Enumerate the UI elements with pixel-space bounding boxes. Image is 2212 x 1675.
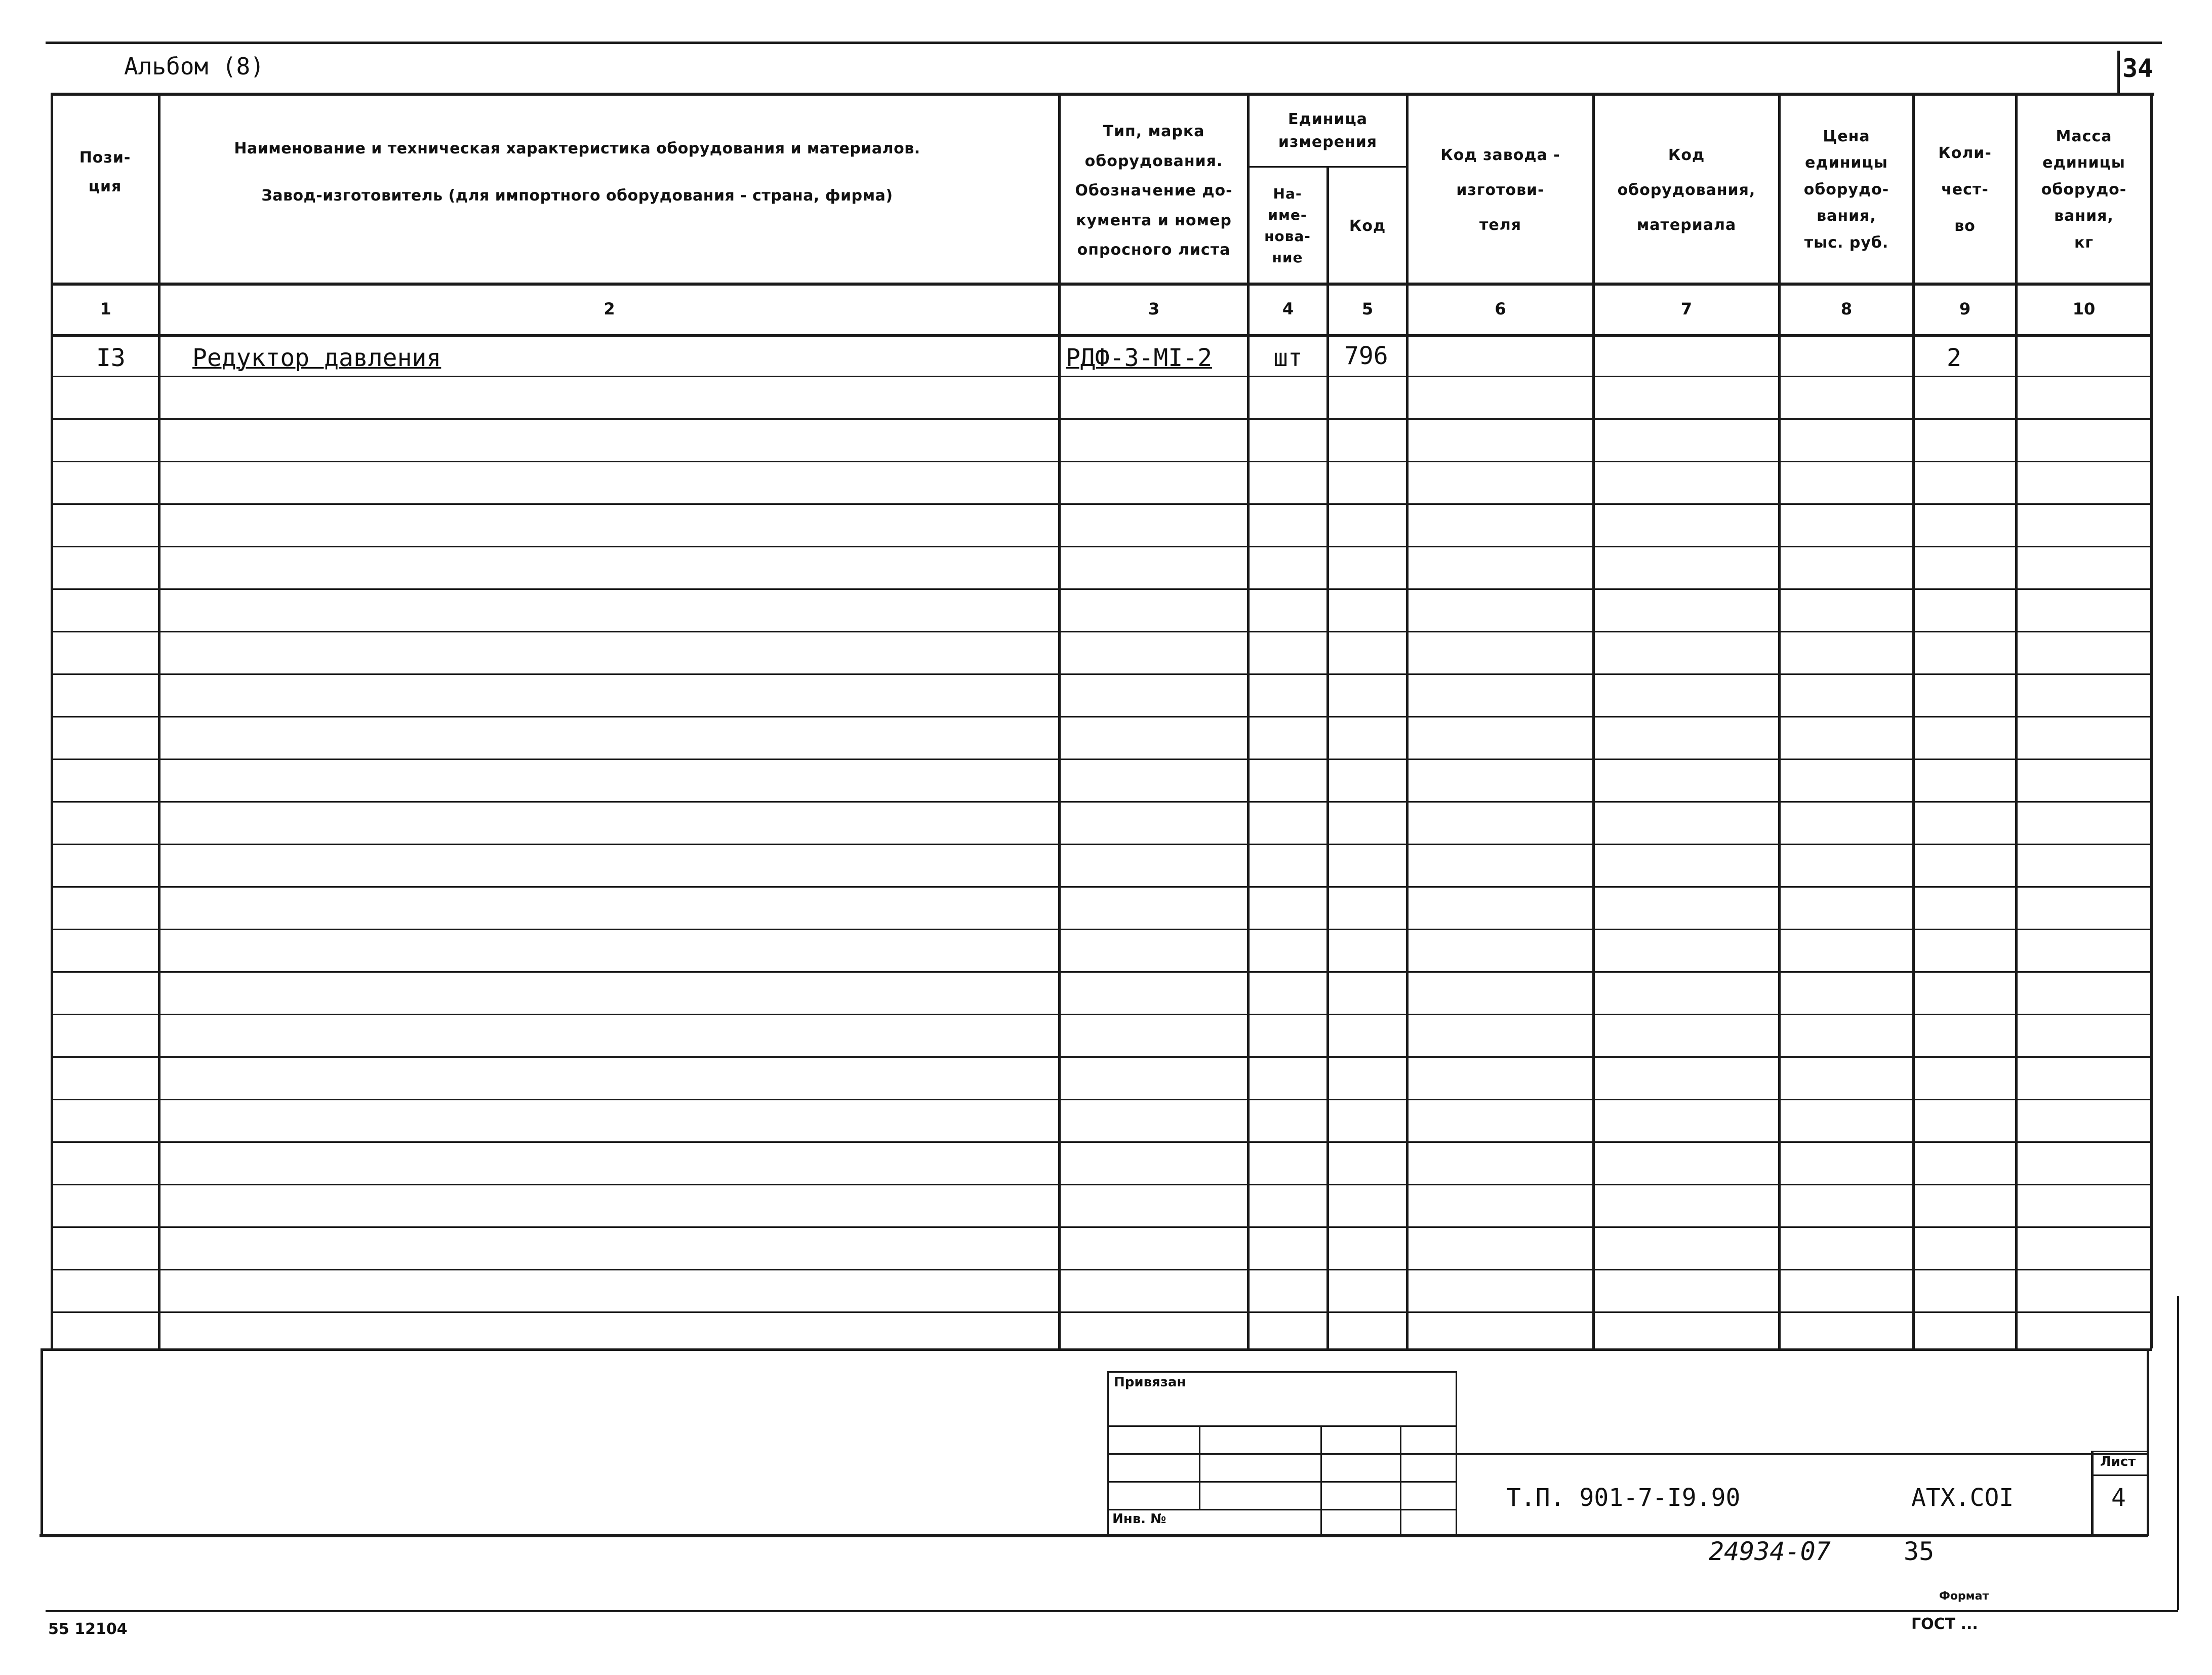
table-bottom-line — [41, 1348, 2152, 1351]
column-number-4: 4 — [1282, 299, 1294, 318]
unit-group-divider — [1247, 166, 1406, 168]
stamp-line — [1107, 1481, 1457, 1483]
sheet-label: Лист — [2100, 1454, 2136, 1469]
row-line — [51, 418, 2152, 420]
row-name: Редуктор давления — [192, 344, 441, 372]
row-line — [51, 588, 2152, 590]
column-number-1: 1 — [100, 299, 111, 318]
row-line — [51, 1014, 2152, 1015]
column-number-6: 6 — [1495, 299, 1506, 318]
bottom-block-bottom-line — [39, 1534, 2148, 1537]
row-line — [51, 844, 2152, 845]
attached-label: Привязан — [1114, 1375, 1186, 1390]
row-quantity: 2 — [1947, 344, 1961, 372]
header-mass: Масса единицы оборудо- вания, кг — [2041, 127, 2127, 252]
stamp-line — [1107, 1453, 1457, 1455]
row-line — [51, 1099, 2152, 1100]
row-line — [51, 673, 2152, 675]
header-quantity: Коли- чест- во — [1938, 144, 1992, 235]
archive-page: 35 — [1904, 1537, 1935, 1566]
column-number-2: 2 — [604, 299, 615, 318]
stamp-col — [1400, 1425, 1401, 1534]
table-right-border — [2150, 93, 2153, 1348]
col-line-5 — [1406, 93, 1409, 1348]
inventory-label: Инв. № — [1112, 1511, 1167, 1527]
stamp-line — [1107, 1425, 1457, 1427]
header-position: Пози- ция — [79, 149, 131, 195]
row-line — [51, 461, 2152, 462]
gost-label: ГОСТ ... — [1911, 1615, 1978, 1633]
row-line — [51, 546, 2152, 547]
column-number-8: 8 — [1840, 299, 1853, 318]
page-number: 34 — [2122, 54, 2153, 83]
column-number-10: 10 — [2072, 299, 2096, 318]
row-position: I3 — [96, 344, 126, 372]
col-line-4 — [1326, 167, 1329, 1348]
row-line — [51, 886, 2152, 888]
row-line — [51, 1141, 2152, 1143]
stamp-top — [1107, 1371, 1457, 1373]
sheet-code: АТХ.СОI — [1911, 1484, 2014, 1512]
header-unit-name: На- име- нова- ние — [1264, 185, 1311, 266]
header-equipment-code: Код оборудования, материала — [1617, 146, 1756, 234]
col-line-1 — [158, 93, 160, 1348]
archive-number: 24934-07 — [1709, 1537, 1831, 1566]
col-line-8 — [1912, 93, 1915, 1348]
column-number-3: 3 — [1148, 299, 1160, 318]
row-line — [51, 1056, 2152, 1058]
format-label: Формат — [1939, 1590, 1989, 1603]
footer-line — [46, 1610, 2178, 1612]
row-line — [51, 503, 2152, 505]
col-line-2 — [1058, 93, 1061, 1348]
sheet-box-top — [2091, 1451, 2148, 1452]
table-left-border — [51, 93, 53, 1348]
row-line — [51, 929, 2152, 930]
header-unit-code: Код — [1349, 217, 1386, 235]
right-edge-line — [2177, 1296, 2179, 1610]
top-border-line — [46, 42, 2162, 44]
header-name: Наименование и техническая характеристика оборудования и материалов. Завод-изготовитель (для импортного оборудования - страна, фирма) — [234, 140, 920, 205]
row-line — [51, 759, 2152, 760]
row-type: РДФ-3-МI-2 — [1066, 344, 1212, 372]
row-line — [51, 1311, 2152, 1313]
sheet-number: 4 — [2111, 1484, 2126, 1512]
row-unit-name: шт — [1273, 344, 1303, 372]
stamp-col — [1320, 1425, 1322, 1534]
bottom-block-right-border — [2147, 1348, 2149, 1536]
bottom-block-left-border — [41, 1348, 43, 1536]
album-label: Альбом (8) — [124, 53, 264, 80]
col-line-7 — [1778, 93, 1781, 1348]
row-line — [51, 1226, 2152, 1228]
row-line — [51, 631, 2152, 632]
row-line — [51, 376, 2152, 377]
header-border-line — [53, 93, 2154, 96]
header-factory-code: Код завода - изготови- теля — [1440, 146, 1560, 234]
print-code: 55 12104 — [48, 1620, 128, 1638]
row-line — [51, 1184, 2152, 1185]
header-unit-group: Единица измерения — [1278, 110, 1378, 151]
stamp-line — [1107, 1509, 1457, 1510]
column-numbers-bottom-line — [51, 334, 2152, 337]
page-box-left-line — [2117, 51, 2120, 94]
column-number-7: 7 — [1680, 299, 1693, 318]
header-price: Цена единицы оборудо- вания, тыс. руб. — [1803, 127, 1889, 252]
col-line-9 — [2015, 93, 2018, 1348]
title-block-top — [1456, 1453, 2147, 1455]
column-number-9: 9 — [1959, 299, 1971, 318]
column-number-5: 5 — [1361, 299, 1374, 318]
row-unit-code: 796 — [1344, 342, 1388, 370]
stamp-col — [1199, 1425, 1200, 1509]
col-line-6 — [1592, 93, 1595, 1348]
document-code: Т.П. 901-7-I9.90 — [1506, 1484, 1741, 1512]
row-line — [51, 971, 2152, 973]
row-line — [51, 716, 2152, 717]
header-type: Тип, марка оборудования. Обозначение до- кумента и номер опросного листа — [1075, 123, 1233, 259]
row-line — [51, 1269, 2152, 1270]
sheet-box-divider — [2091, 1474, 2148, 1476]
sheet-box-left — [2091, 1451, 2094, 1534]
row-line — [51, 801, 2152, 803]
